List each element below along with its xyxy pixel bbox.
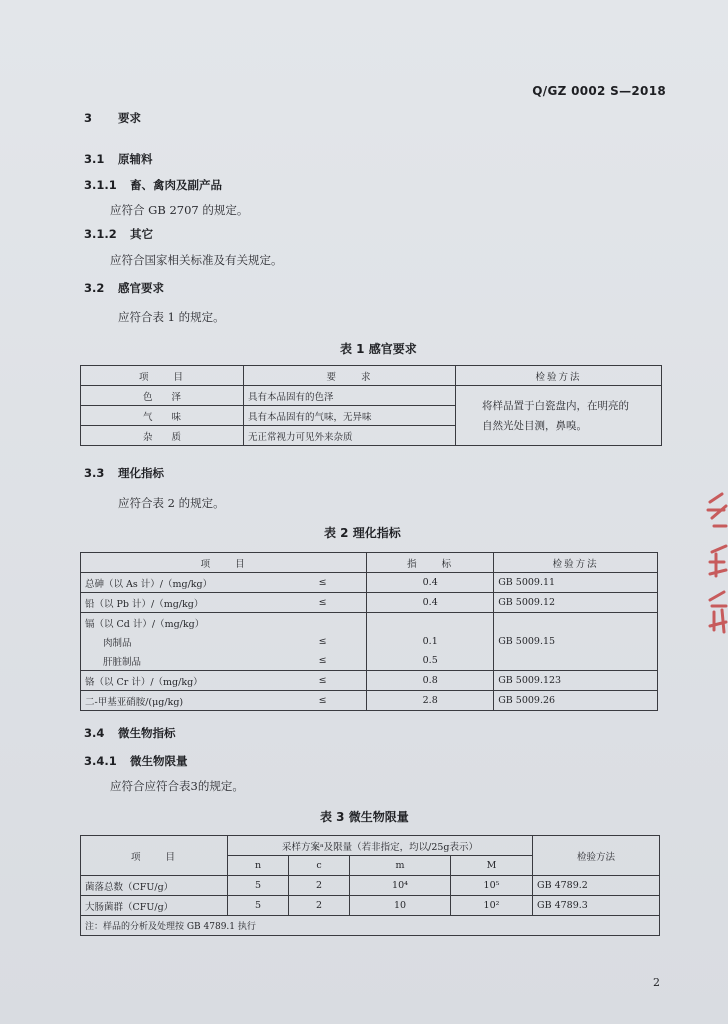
section-title: 其它 — [130, 227, 153, 241]
item-cell: 肉制品 — [81, 632, 280, 651]
operator-cell — [279, 613, 367, 633]
M-cell: 10² — [451, 896, 533, 916]
table-header: 要 求 — [244, 366, 456, 386]
section-3-4-heading — [84, 725, 176, 741]
requirement-cell: 具有本品固有的色泽 — [244, 386, 456, 406]
operator-cell: ≤ — [279, 671, 367, 691]
section-title: 要求 — [118, 111, 141, 125]
table-header: 检验方法 — [456, 366, 662, 386]
method-cell: GB 5009.12 — [494, 593, 658, 613]
section-3-2-heading — [84, 280, 164, 296]
value-cell: 2.8 — [367, 691, 494, 711]
paragraph-3-2: 应符合表 1 的规定。 — [118, 310, 225, 324]
section-title: 微生物限量 — [130, 754, 188, 768]
table-row — [81, 691, 658, 711]
standard-number-header: Q/GZ 0002 S—2018 — [532, 84, 666, 98]
value-cell: 0.8 — [367, 671, 494, 691]
section-number: 3 — [84, 111, 93, 125]
table-row — [81, 613, 658, 633]
red-seal-stamp-fragment — [702, 488, 728, 638]
section-3-1-1-heading — [84, 177, 222, 193]
table-row — [81, 573, 658, 593]
section-number: 3.4.1 — [84, 754, 117, 768]
table-row — [81, 896, 660, 916]
method-cell: GB 5009.123 — [494, 671, 658, 691]
section-number: 3.1.2 — [84, 227, 117, 241]
section-title: 原辅料 — [118, 152, 153, 166]
item-cell: 肝脏制品 — [81, 651, 280, 671]
table-3-caption: 表 3 微生物限量 — [320, 810, 409, 824]
table-header: 检验方法 — [494, 553, 658, 573]
sub-header-n: n — [228, 856, 289, 876]
section-number: 3.1 — [84, 152, 105, 166]
table-row — [81, 876, 660, 896]
operator-cell: ≤ — [279, 651, 367, 671]
section-3-4-1-heading — [84, 753, 188, 769]
method-cell: GB 4789.2 — [533, 876, 660, 896]
method-cell: GB 5009.11 — [494, 573, 658, 593]
n-cell: 5 — [228, 896, 289, 916]
section-3-heading — [84, 110, 141, 126]
item-cell: 铅（以 Pb 计）/（mg/kg） — [81, 593, 280, 613]
table-2-caption: 表 2 理化指标 — [324, 526, 401, 540]
table-row — [81, 916, 660, 936]
table-header: 项 目 — [81, 553, 367, 573]
item-cell: 总砷（以 As 计）/（mg/kg） — [81, 573, 280, 593]
value-cell — [367, 613, 494, 633]
physicochemical-table — [80, 552, 658, 711]
paragraph-3-4-1: 应符合应符合表3的规定。 — [110, 779, 244, 793]
table-row — [81, 593, 658, 613]
item-cell: 二-甲基亚硝胺/(μg/kg) — [81, 691, 280, 711]
M-cell: 10⁵ — [451, 876, 533, 896]
section-3-3-heading — [84, 465, 164, 481]
section-title: 感官要求 — [118, 281, 164, 295]
method-cell: GB 5009.26 — [494, 691, 658, 711]
section-number: 3.1.1 — [84, 178, 117, 192]
sub-header-M: M — [451, 856, 533, 876]
section-3-1-2-heading — [84, 226, 153, 242]
sub-header-c: c — [289, 856, 350, 876]
m-cell: 10⁴ — [350, 876, 451, 896]
paragraph-3-3: 应符合表 2 的规定。 — [118, 496, 225, 510]
c-cell: 2 — [289, 896, 350, 916]
section-title: 畜、禽肉及副产品 — [130, 178, 222, 192]
section-number: 3.2 — [84, 281, 105, 295]
value-cell: 0.4 — [367, 573, 494, 593]
table-header: 指 标 — [367, 553, 494, 573]
table-header: 项 目 — [81, 836, 228, 876]
table-1-caption: 表 1 感官要求 — [340, 342, 417, 356]
table-header: 项 目 — [81, 366, 244, 386]
item-cell: 杂 质 — [81, 426, 244, 446]
operator-cell: ≤ — [279, 593, 367, 613]
n-cell: 5 — [228, 876, 289, 896]
microbial-limits-table — [80, 835, 660, 936]
section-title: 理化指标 — [118, 466, 164, 480]
item-cell: 铬（以 Cr 计）/（mg/kg） — [81, 671, 280, 691]
table-row — [81, 671, 658, 691]
c-cell: 2 — [289, 876, 350, 896]
requirement-cell: 无正常视力可见外来杂质 — [244, 426, 456, 446]
operator-cell: ≤ — [279, 573, 367, 593]
item-cell: 大肠菌群（CFU/g） — [81, 896, 228, 916]
paragraph-3-1-2: 应符合国家相关标准及有关规定。 — [110, 253, 283, 267]
operator-cell: ≤ — [279, 691, 367, 711]
paragraph-3-1-1: 应符合 GB 2707 的规定。 — [110, 203, 249, 217]
section-title: 微生物指标 — [118, 726, 176, 740]
m-cell: 10 — [350, 896, 451, 916]
item-cell: 色 泽 — [81, 386, 244, 406]
value-cell: 0.1 — [367, 632, 494, 651]
method-cell: 将样品置于白瓷盘内，在明亮的自然光处目测，鼻嗅。 — [456, 386, 662, 446]
sensory-requirements-table — [80, 365, 662, 446]
item-cell: 菌落总数（CFU/g） — [81, 876, 228, 896]
page-number: 2 — [653, 976, 660, 989]
operator-cell: ≤ — [279, 632, 367, 651]
requirement-cell: 具有本品固有的气味，无异味 — [244, 406, 456, 426]
table-header: 检验方法 — [533, 836, 660, 876]
section-3-1-heading — [84, 151, 153, 167]
value-cell: 0.5 — [367, 651, 494, 671]
method-cell: GB 5009.15 — [494, 613, 658, 671]
value-cell: 0.4 — [367, 593, 494, 613]
sub-header-m: m — [350, 856, 451, 876]
item-cell: 镉（以 Cd 计）/（mg/kg） — [81, 613, 280, 633]
section-number: 3.3 — [84, 466, 105, 480]
table-row — [81, 386, 662, 406]
section-number: 3.4 — [84, 726, 105, 740]
table-header: 采样方案ᵃ及限量（若非指定，均以/25g表示） — [228, 836, 533, 856]
item-cell: 气 味 — [81, 406, 244, 426]
method-cell: GB 4789.3 — [533, 896, 660, 916]
table-note: 注：样品的分析及处理按 GB 4789.1 执行 — [81, 916, 660, 936]
